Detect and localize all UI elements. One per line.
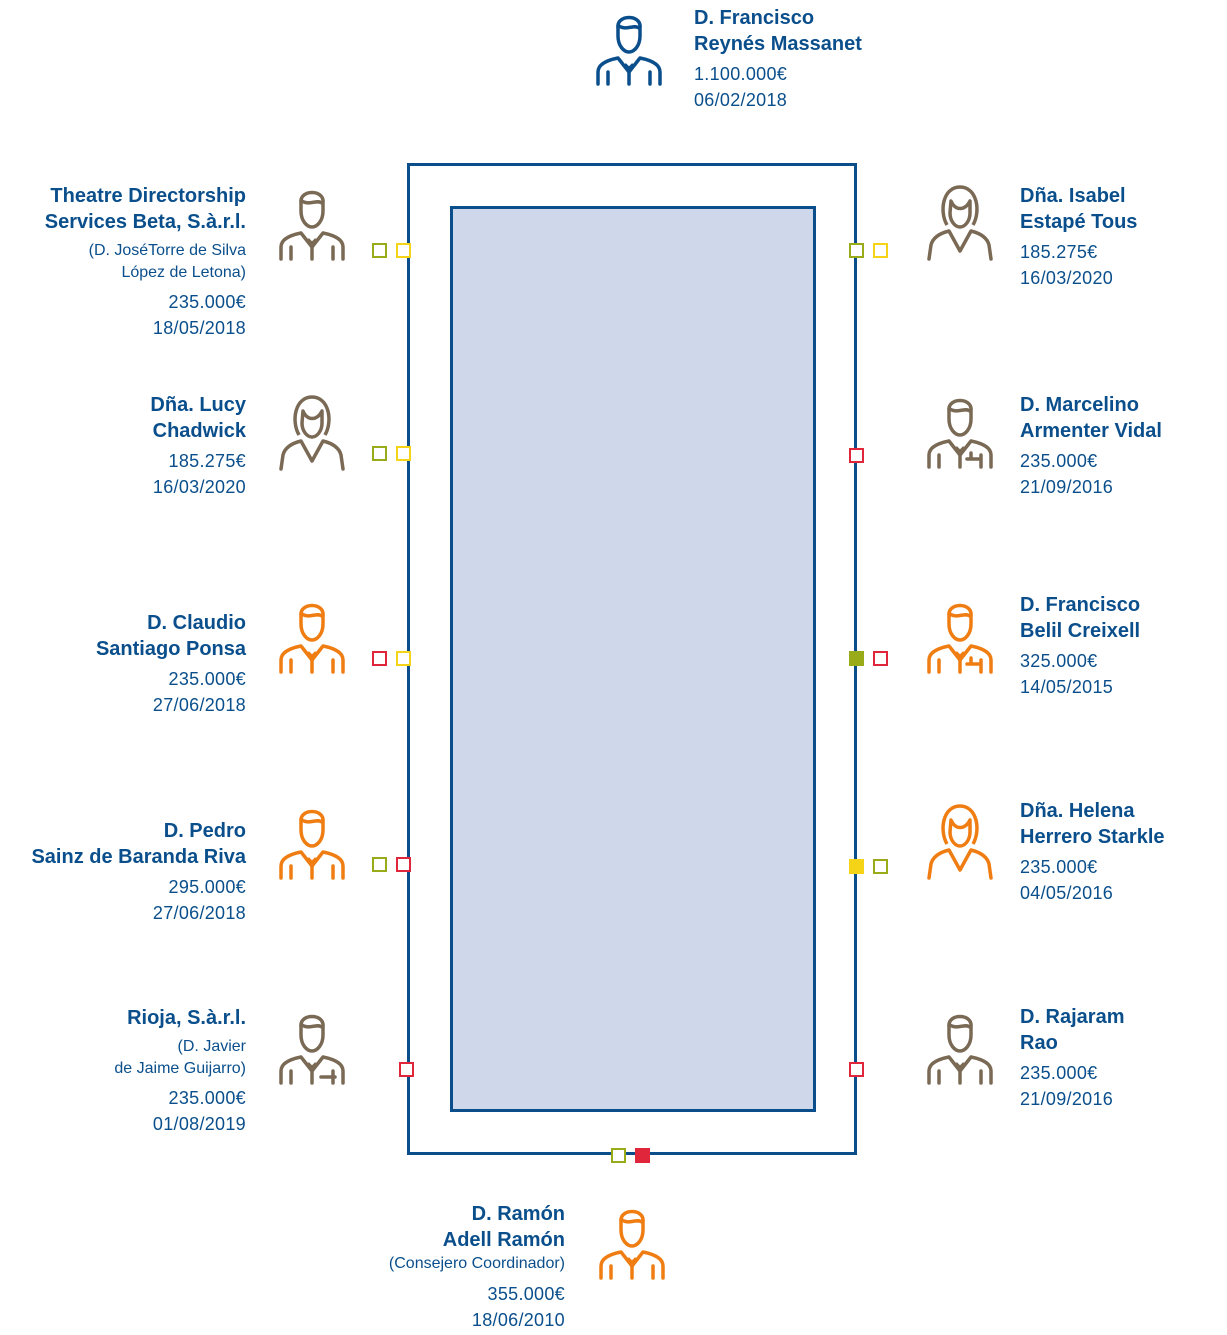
member-surname: Belil Creixell xyxy=(1020,620,1141,642)
male-person-icon xyxy=(277,594,347,674)
filled-yellow-marker xyxy=(849,859,864,874)
member-name: D. Rajaram xyxy=(1020,1006,1125,1028)
member-name: Dña. Helena xyxy=(1020,800,1135,822)
member-surname: Sainz de Baranda Riva xyxy=(31,846,246,868)
member-representative: (D. Javier xyxy=(177,1038,246,1055)
filled-red-marker xyxy=(635,1148,650,1163)
member-representative: López de Letona) xyxy=(121,264,246,281)
female-person-icon xyxy=(277,391,347,471)
member-date: 06/02/2018 xyxy=(694,90,788,110)
outline-yellow-marker xyxy=(396,651,411,666)
female-person-icon xyxy=(925,800,995,880)
member-left-2 xyxy=(0,392,246,500)
member-right-4 xyxy=(1020,798,1225,906)
member-bottom xyxy=(300,1201,565,1333)
male-person-icon xyxy=(277,800,347,880)
member-surname: Santiago Ponsa xyxy=(95,638,246,660)
outline-olive-marker xyxy=(873,859,888,874)
member-right-2 xyxy=(1020,392,1225,500)
member-name: Dña. Isabel xyxy=(1020,185,1126,207)
member-date: 01/08/2019 xyxy=(152,1114,246,1134)
member-amount: 235.000€ xyxy=(168,292,246,312)
member-amount: 235.000€ xyxy=(1020,1063,1098,1083)
member-amount: 295.000€ xyxy=(168,877,246,897)
outline-olive-marker xyxy=(372,243,387,258)
member-date: 18/06/2010 xyxy=(471,1310,565,1330)
outline-yellow-marker xyxy=(873,243,888,258)
member-left-5 xyxy=(0,1005,246,1137)
male-person-chair-icon xyxy=(925,389,995,469)
member-name: D. Ramón xyxy=(471,1203,565,1225)
member-representative: de Jaime Guijarro) xyxy=(114,1060,246,1077)
member-amount: 325.000€ xyxy=(1020,651,1098,671)
member-right-1 xyxy=(1020,183,1225,291)
member-amount: 185.275€ xyxy=(1020,242,1098,262)
member-right-3 xyxy=(1020,592,1225,700)
member-surname: Estapé Tous xyxy=(1020,211,1138,233)
member-amount: 235.000€ xyxy=(168,669,246,689)
member-date: 04/05/2016 xyxy=(1020,883,1114,903)
male-person-icon xyxy=(277,181,347,261)
outline-red-marker xyxy=(849,448,864,463)
member-amount: 355.000€ xyxy=(487,1284,565,1304)
member-surname: Armenter Vidal xyxy=(1020,420,1162,442)
member-date: 27/06/2018 xyxy=(152,695,246,715)
member-surname: Rao xyxy=(1020,1032,1058,1054)
outline-red-marker xyxy=(372,651,387,666)
member-surname: Reynés Massanet xyxy=(694,33,862,55)
outline-red-marker xyxy=(396,857,411,872)
member-left-1 xyxy=(0,183,246,341)
member-amount: 235.000€ xyxy=(1020,451,1098,471)
member-date: 18/05/2018 xyxy=(152,318,246,338)
outline-yellow-marker xyxy=(396,243,411,258)
member-name: D. Francisco xyxy=(1020,594,1141,616)
outline-olive-marker xyxy=(849,243,864,258)
filled-olive-marker xyxy=(849,651,864,666)
outline-olive-marker xyxy=(372,857,387,872)
member-role: (Consejero Coordinador) xyxy=(388,1255,565,1272)
member-surname: Adell Ramón xyxy=(442,1229,565,1251)
member-name: D. Pedro xyxy=(163,820,246,842)
member-date: 21/09/2016 xyxy=(1020,1089,1114,1109)
member-left-3 xyxy=(0,610,246,718)
member-name: D. Marcelino xyxy=(1020,394,1139,416)
outline-red-marker xyxy=(849,1062,864,1077)
member-name: Rioja, S.à.r.l. xyxy=(127,1007,246,1029)
outline-yellow-marker xyxy=(396,446,411,461)
member-top xyxy=(694,5,954,113)
member-date: 27/06/2018 xyxy=(152,903,246,923)
member-date: 16/03/2020 xyxy=(152,477,246,497)
member-name: D. Francisco xyxy=(694,7,815,29)
board-table xyxy=(450,206,816,1112)
member-right-5 xyxy=(1020,1004,1225,1112)
male-person-icon xyxy=(594,6,664,86)
member-date: 14/05/2015 xyxy=(1020,677,1114,697)
member-name: D. Claudio xyxy=(147,612,246,634)
outline-red-marker xyxy=(399,1062,414,1077)
member-name: Dña. Lucy xyxy=(150,394,246,416)
member-representative: (D. JoséTorre de Silva xyxy=(88,242,246,259)
female-person-icon xyxy=(925,181,995,261)
outline-olive-marker xyxy=(611,1148,626,1163)
male-person-icon xyxy=(597,1200,667,1280)
member-surname: Herrero Starkle xyxy=(1020,826,1165,848)
member-surname: Chadwick xyxy=(152,420,246,442)
member-amount: 235.000€ xyxy=(1020,857,1098,877)
member-amount: 1.100.000€ xyxy=(694,64,788,84)
male-person-icon xyxy=(925,1005,995,1085)
outline-red-marker xyxy=(873,651,888,666)
male-person-badge-icon xyxy=(277,1005,347,1085)
male-person-chair-icon xyxy=(925,594,995,674)
outline-olive-marker xyxy=(372,446,387,461)
member-amount: 185.275€ xyxy=(168,451,246,471)
member-left-4 xyxy=(0,818,246,926)
member-date: 21/09/2016 xyxy=(1020,477,1114,497)
member-date: 16/03/2020 xyxy=(1020,268,1114,288)
member-amount: 235.000€ xyxy=(168,1088,246,1108)
member-surname: Services Beta, S.à.r.l. xyxy=(44,211,246,233)
member-name: Theatre Directorship xyxy=(50,185,246,207)
